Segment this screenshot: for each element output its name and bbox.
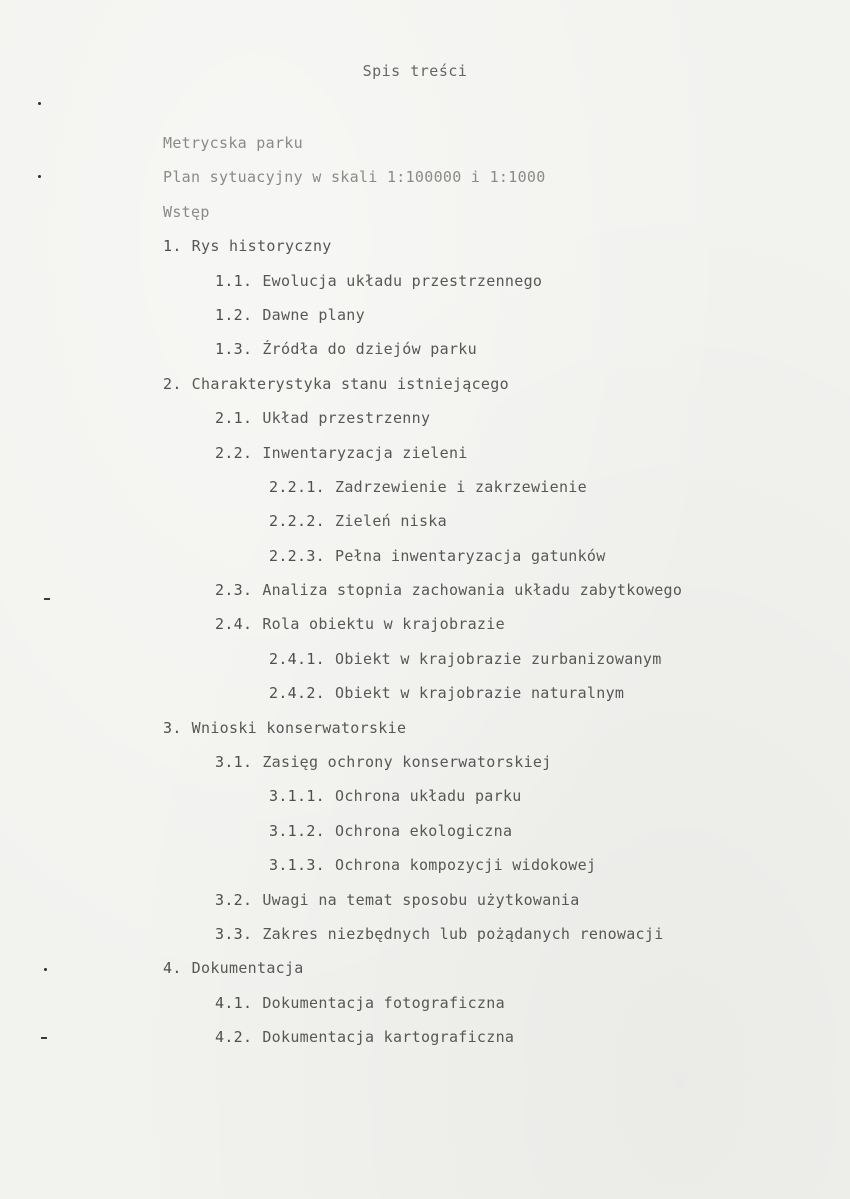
toc-entry-text: Inwentaryzacja zieleni [262,443,468,462]
toc-entry-text: Rola obiektu w krajobrazie [262,615,505,634]
toc-entry [0,270,850,304]
toc-entry-text: Dawne plany [262,305,365,324]
toc-entry-text: Ochrona ekologiczna [335,821,513,840]
toc-entry-text: Obiekt w krajobrazie naturalnym [335,684,625,703]
toc-entry [0,1026,850,1060]
toc-entry-text: Zasięg ochrony konserwatorskiej [262,753,552,772]
toc-entry [0,923,850,957]
toc-entry [0,682,850,716]
toc-entry-number: 4.2. [215,1028,253,1047]
toc-entry [0,235,850,269]
toc-entry-text: Uwagi na temat sposobu użytkowania [262,890,580,909]
toc-entry-number: 2.2. [215,443,253,462]
toc-entry-number: 2.1. [215,409,253,428]
margin-dot-mark [44,968,47,971]
toc-entry-number: 3.1. [215,753,253,772]
toc-entry-number: 4. [163,959,182,978]
margin-dot-mark [38,102,41,105]
toc-entry-number: 1.3. [215,340,253,359]
toc-entry-text: Obiekt w krajobrazie zurbanizowanym [335,649,662,668]
toc-entry-number: 2.4.1. [269,649,325,668]
toc-entry-text: Zakres niezbędnych lub pożądanych renowacji [262,924,664,943]
toc-entry-number: 2.2.1. [269,477,325,496]
toc-entry-text: Wnioski konserwatorskie [191,718,407,737]
page-title: Spis treści [362,62,468,80]
toc-entry [0,785,850,819]
toc-entry [0,889,850,923]
toc-entry-number: 3.2. [215,890,253,909]
toc-entry [0,992,850,1026]
toc-entry [0,820,850,854]
toc-entry-text: Charakterystyka stanu istniejącego [191,374,509,393]
toc-entry-text: Metrycska parku [163,134,303,152]
toc-entry-number: 3. [163,718,182,737]
toc-entry [0,373,850,407]
toc-entry-text: Dokumentacja kartograficzna [262,1028,515,1047]
toc-entry [0,751,850,785]
table-of-contents [0,132,850,1061]
toc-entry [0,442,850,476]
toc-entry-text: Rys historyczny [191,237,332,256]
toc-entry [0,545,850,579]
toc-entry-text: Wstęp [163,202,210,221]
toc-entry-number: 2.2.2. [269,512,325,531]
margin-dot-mark [38,175,41,178]
toc-entry-text: Ewolucja układu przestrzennego [262,271,543,290]
toc-entry-text: Analiza stopnia zachowania układu zabytkowego [262,581,683,600]
toc-entry [0,854,850,888]
margin-tick-mark [44,598,50,600]
toc-entry [0,717,850,751]
toc-entry-number: 1.2. [215,305,253,324]
toc-entry-number: 3.1.1. [269,787,325,806]
toc-entry [0,407,850,441]
toc-entry-text: Dokumentacja fotograficzna [262,993,505,1012]
toc-entry [0,304,850,338]
toc-entry-number: 2.4. [215,615,253,634]
toc-entry [0,132,850,166]
toc-entry [0,579,850,613]
toc-entry-number: 1.1. [215,271,253,290]
toc-entry [0,166,850,200]
toc-entry [0,476,850,510]
toc-entry [0,957,850,991]
toc-entry-text: Plan sytuacyjny w skali 1:100000 i 1:1000 [163,168,546,187]
toc-entry-number: 1. [163,237,182,256]
toc-entry-text: Źródła do dziejów parku [262,340,477,359]
toc-entry-number: 2.4.2. [269,684,325,703]
toc-entry-text: Dokumentacja [191,959,304,978]
toc-entry-number: 2.3. [215,581,253,600]
toc-entry [0,510,850,544]
toc-entry-number: 2.2.3. [269,546,325,565]
toc-entry [0,648,850,682]
toc-entry-number: 3.1.3. [269,856,325,875]
toc-entry-text: Zieleń niska [335,512,447,531]
margin-tick-mark [41,1037,47,1039]
toc-entry-text: Pełna inwentaryzacja gatunków [335,546,606,565]
toc-entry [0,338,850,372]
toc-entry-text: Układ przestrzenny [262,409,431,428]
toc-entry-text: Ochrona układu parku [335,787,522,806]
toc-entry-number: 3.1.2. [269,821,325,840]
toc-entry-number: 3.3. [215,924,253,943]
toc-entry-text: Zadrzewienie i zakrzewienie [335,477,587,496]
toc-entry-number: 4.1. [215,993,253,1012]
toc-entry-text: Ochrona kompozycji widokowej [335,856,597,875]
toc-entry [0,201,850,235]
toc-entry-number: 2. [163,374,182,393]
toc-entry [0,613,850,647]
